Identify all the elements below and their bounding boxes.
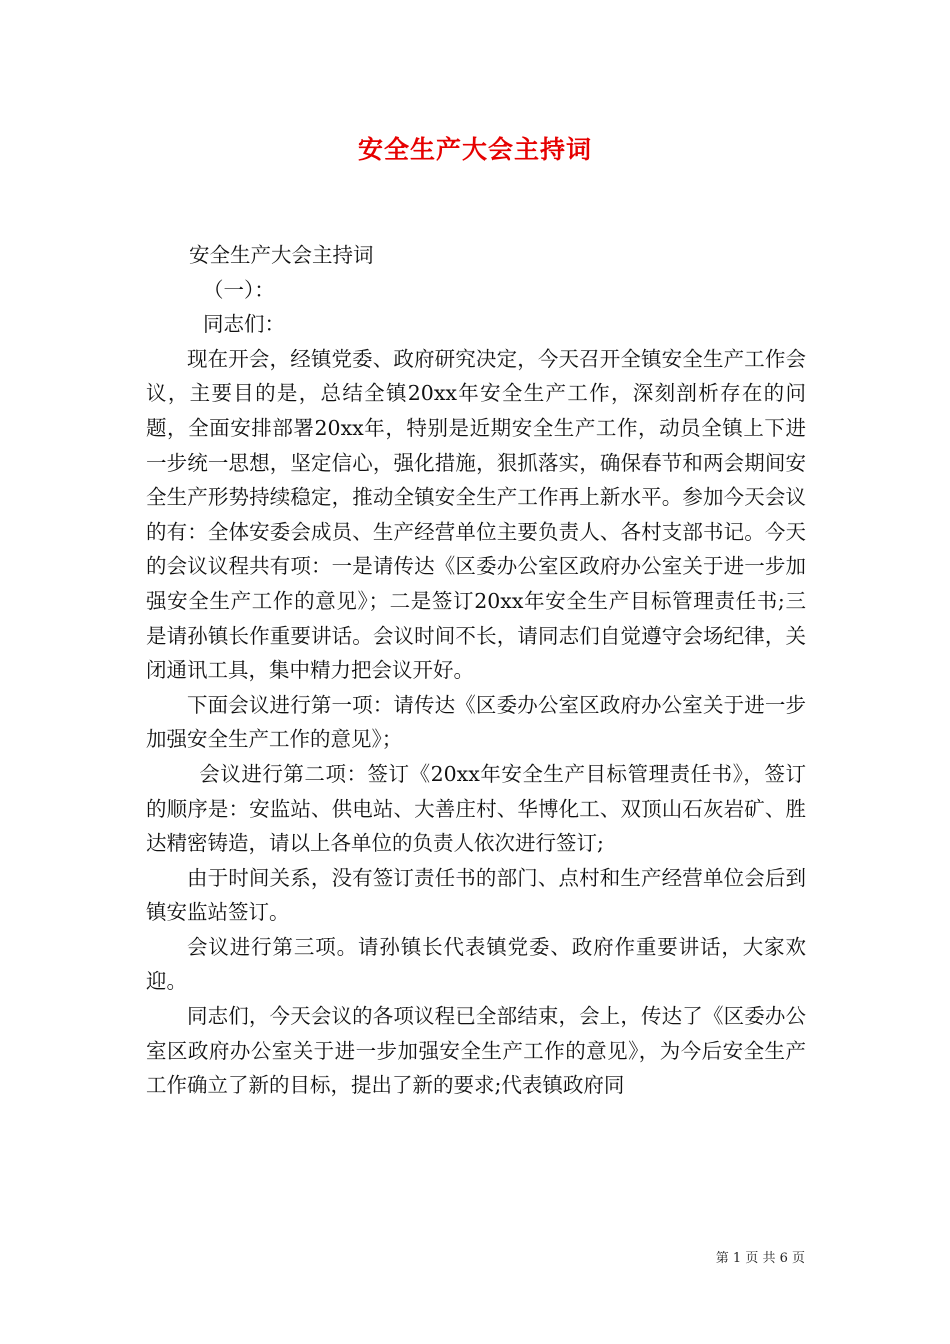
paragraph-item-two: 会议进行第二项：签订《20xx年安全生产目标管理责任书》，签订的顺序是：安监站、供电站、大善庄村、华博化工、双顶山石灰岩矿、胜达精密铸造，请以上各单位的负责人依次进行签订; [146,761,806,856]
greeting-line: 同志们： [203,312,285,337]
document-subtitle: 安全生产大会主持词 [189,243,374,267]
paragraph-closing: 同志们，今天会议的各项议程已全部结束，会上，传达了《区委办公室区政府办公室关于进一步加强安全生产工作的意见》，为今后安全生产工作确立了新的目标，提出了新的要求;代表镇政府同 [146,1004,806,1098]
section-label: （一）： [203,277,275,302]
paragraph-item-three: 会议进行第三项。请孙镇长代表镇党委、政府作重要讲话，大家欢迎。 [146,934,806,994]
paragraph-item-one: 下面会议进行第一项：请传达《区委办公室区政府办公室关于进一步加强安全生产工作的意见》； [146,692,806,752]
document-body [146,238,806,1103]
document-title: 安全生产大会主持词 [357,135,592,164]
paragraph-opening: 现在开会，经镇党委、政府研究决定，今天召开全镇安全生产工作会议，主要目的是，总结全镇20xx年安全生产工作，深刻剖析存在的问题，全面安排部署20xx年，特别是近期安全生产工作，动员全镇上下进一步统一思想，坚定信心，强化措施，狠抓落实，确保春节和两会期间安全生产形势持续稳定，推动全镇安全生产工作再上新水平。参加今天会议的有：全体安委会成员、生产经营单位主要负责人、各村支部书记。今天的会议议程共有项：一是请传达《区委办公室区政府办公室关于进一步加强安全生产工作的意见》；二是签订20xx年安全生产目标管理责任书;三是请孙镇长作重要讲话。会议时间不长，请同志们自觉遵守会场纪律，关闭通讯工具，集中精力把会议开好。 [146,346,806,683]
page-number: 第 1 页 共 6 页 [715,1251,805,1266]
paragraph-signing-note: 由于时间关系，没有签订责任书的部门、点村和生产经营单位会后到镇安监站签订。 [146,865,806,925]
